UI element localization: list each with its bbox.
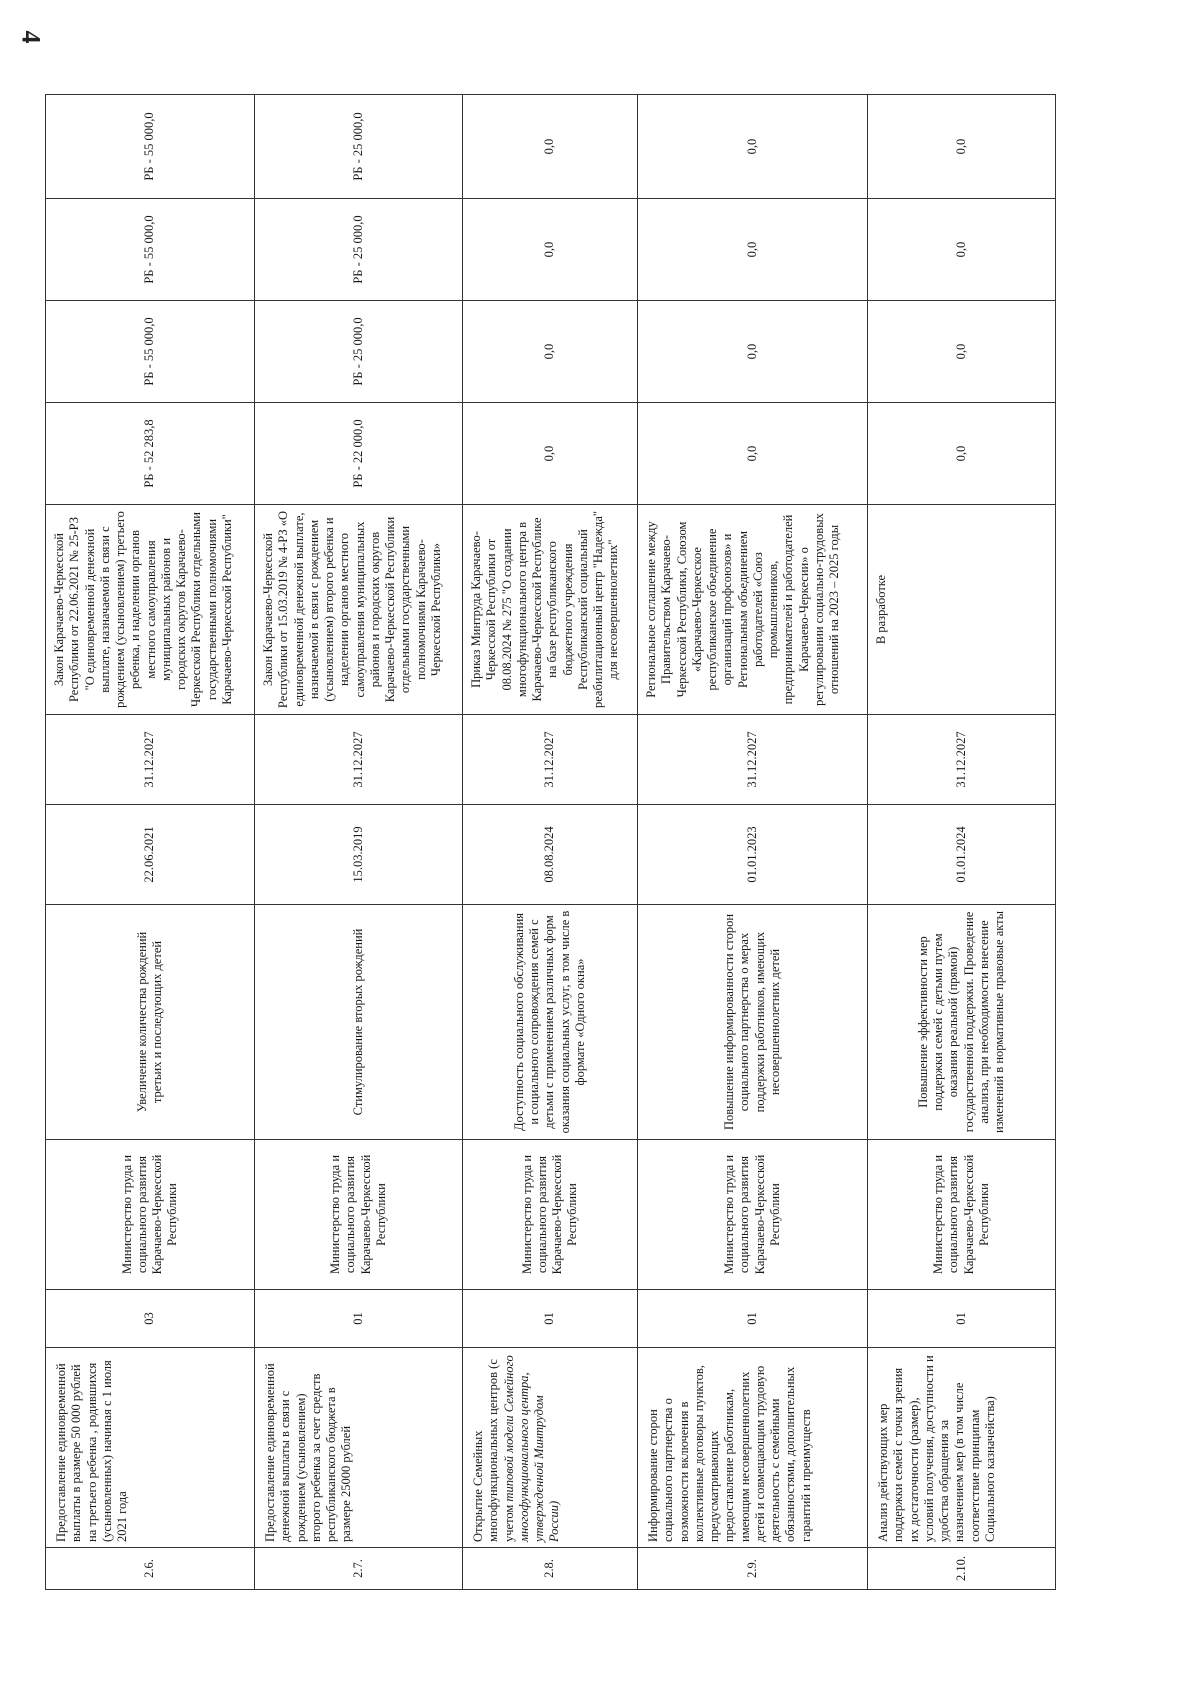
- end-date: 31.12.2027: [255, 715, 463, 805]
- expected-result: Стимулирование вторых рождений: [255, 905, 463, 1140]
- executor: Министерство труда и социального развития Карачаево-Черкесской Республики: [46, 1140, 255, 1290]
- executor: Министерство труда и социального развития Карачаево-Черкесской Республики: [463, 1140, 638, 1290]
- page-number-mark: 4: [16, 30, 46, 44]
- measure-name-text: Анализ действующих мер поддержки семей с точки зрения их достаточности (размер), условий получения, доступности и удобства обращения за назначением мер (в том числе соответствие принципам Социального казначейства): [876, 1355, 997, 1542]
- end-date: 31.12.2027: [46, 715, 255, 805]
- legal-document: Приказ Минтруда Карачаево-Черкесской Республики от 08.08.2024 № 275 "О создании многофункционального центра в Карачаево-Черкесской Республике на базе республиканского бюджетного учреждения Республиканский социальный реабилитационный центр "Надежда" для несовершеннолетних": [463, 505, 638, 715]
- funding-year-1: РБ - 22 000,0: [255, 403, 463, 505]
- executor: Министерство труда и социального развития Карачаево-Черкесской Республики: [868, 1140, 1056, 1290]
- start-date: 22.06.2021: [46, 805, 255, 905]
- measure-name: [46, 1348, 255, 1548]
- legal-document: Региональное соглашение между Правительством Карачаево-Черкесской Республики, Союзом «Карачаево-Черкесское республиканское объединение организаций профсоюзов» и Региональным объединением работодателей «Союз промышленников, предпринимателей и работодателей Карачаево-Черкесии» о регулировании социально-трудовых отношений на 2023 – 2025 годы: [638, 505, 868, 715]
- expected-result: Повышение информированности сторон социального партнерства о мерах поддержки работников, имеющих несовершеннолетних детей: [638, 905, 868, 1140]
- start-date: 08.08.2024: [463, 805, 638, 905]
- executor: Министерство труда и социального развития Карачаево-Черкесской Республики: [638, 1140, 868, 1290]
- funding-year-3: РБ - 25 000,0: [255, 199, 463, 301]
- end-date: 31.12.2027: [463, 715, 638, 805]
- measure-name-text: Предоставление единовременной выплаты в размере 50 000 рублей на третьего ребенка , родившихся (усыновленных) начиная с 1 июля 2021 года: [54, 1360, 129, 1542]
- measure-name-text: Информирование сторон социального партнерства о возможности включения в коллективные договоры пунктов, предусматривающих предоставление работникам, имеющим несовершеннолетних детей и совмещающим трудовую деятельность с семейными обязанностями, дополнительных гарантий и преимуществ: [646, 1365, 813, 1542]
- funding-year-2: 0,0: [638, 301, 868, 403]
- funding-year-4: РБ - 55 000,0: [46, 95, 255, 199]
- measure-name: [255, 1348, 463, 1548]
- funding-year-4: 0,0: [463, 95, 638, 199]
- measure-name: [868, 1348, 1056, 1548]
- measure-name: [463, 1348, 638, 1548]
- legal-document: В разработке: [868, 505, 1056, 715]
- funding-year-2: РБ - 25 000,0: [255, 301, 463, 403]
- funding-year-2: 0,0: [868, 301, 1056, 403]
- measure-name-text: Открытие Семейных многофункциональных центров (с учетом: [471, 1359, 516, 1542]
- measure-code: 01: [255, 1290, 463, 1348]
- end-date: 31.12.2027: [638, 715, 868, 805]
- expected-result: Увеличение количества рождений третьих и последующих детей: [46, 905, 255, 1140]
- funding-year-4: 0,0: [638, 95, 868, 199]
- end-date: 31.12.2027: [868, 715, 1056, 805]
- row-number: 2.6.: [46, 1548, 255, 1590]
- funding-year-1: 0,0: [463, 403, 638, 505]
- table-row: [868, 95, 1056, 1590]
- start-date: 01.01.2024: [868, 805, 1056, 905]
- expected-result: Повышение эффективности мер поддержки семей с детьми путем оказания реальной (прямой) государственной поддержки. Проведение анализа, при необходимости внесение изменений в нормативные правовые акты: [868, 905, 1056, 1140]
- rotated-table-stage: [45, 95, 1055, 1590]
- funding-year-4: РБ - 25 000,0: [255, 95, 463, 199]
- table-row: [255, 95, 463, 1590]
- measure-code: 01: [463, 1290, 638, 1348]
- measure-code: 03: [46, 1290, 255, 1348]
- measure-name-text: Предоставление единовременной денежной выплаты в связи с рождением (усыновлением) второго ребенка за счет средств республиканского бюджета в размере 25000 рублей: [263, 1363, 354, 1542]
- start-date: 01.01.2023: [638, 805, 868, 905]
- legal-document: Закон Карачаево-Черкесской Республики от 22.06.2021 № 25-РЗ "О единовременной денежной выплате, назначаемой в связи с рождением (усыновлением) третьего ребенка, и наделении органов местного самоуправления муниципальных районов и городских округов Карачаево-Черкесской Республики отдельными государственными полномочиями Карачаево-Черкесской Республики": [46, 505, 255, 715]
- funding-year-1: РБ - 52 283,8: [46, 403, 255, 505]
- funding-year-3: 0,0: [638, 199, 868, 301]
- measure-code: 01: [638, 1290, 868, 1348]
- expected-result: Доступность социального обслуживания и социального сопровождения семей с детьми с применением различных форм оказания социальных услуг, в том числе в формате «Одного окна»: [463, 905, 638, 1140]
- table-row: [638, 95, 868, 1590]
- funding-year-1: 0,0: [638, 403, 868, 505]
- legal-document: Закон Карачаево-Черкесской Республики от 15.03.2019 № 4-РЗ «О единовременной денежной выплате, назначаемой в связи с рождением (усыновлением) второго ребенка и наделении органов местного самоуправления муниципальных районов и городских округов Карачаево-Черкесской Республики отдельными государственными полномочиями Карачаево-Черкесской Республики»: [255, 505, 463, 715]
- measure-name: [638, 1348, 868, 1548]
- funding-year-1: 0,0: [868, 403, 1056, 505]
- row-number: 2.9.: [638, 1548, 868, 1590]
- executor: Министерство труда и социального развития Карачаево-Черкесской Республики: [255, 1140, 463, 1290]
- row-number: 2.8.: [463, 1548, 638, 1590]
- measure-code: 01: [868, 1290, 1056, 1348]
- funding-year-2: 0,0: [463, 301, 638, 403]
- table-row: [46, 95, 255, 1590]
- table-row: [463, 95, 638, 1590]
- funding-year-3: РБ - 55 000,0: [46, 199, 255, 301]
- measures-table: [45, 94, 1056, 1590]
- funding-year-3: 0,0: [868, 199, 1056, 301]
- start-date: 15.03.2019: [255, 805, 463, 905]
- row-number: 2.7.: [255, 1548, 463, 1590]
- funding-year-3: 0,0: [463, 199, 638, 301]
- measure-name-italic-text: типовой модели Семейного многофункционального центра, утвержденной Минтрудом России): [501, 1355, 562, 1542]
- funding-year-4: 0,0: [868, 95, 1056, 199]
- row-number: 2.10.: [868, 1548, 1056, 1590]
- funding-year-2: РБ - 55 000,0: [46, 301, 255, 403]
